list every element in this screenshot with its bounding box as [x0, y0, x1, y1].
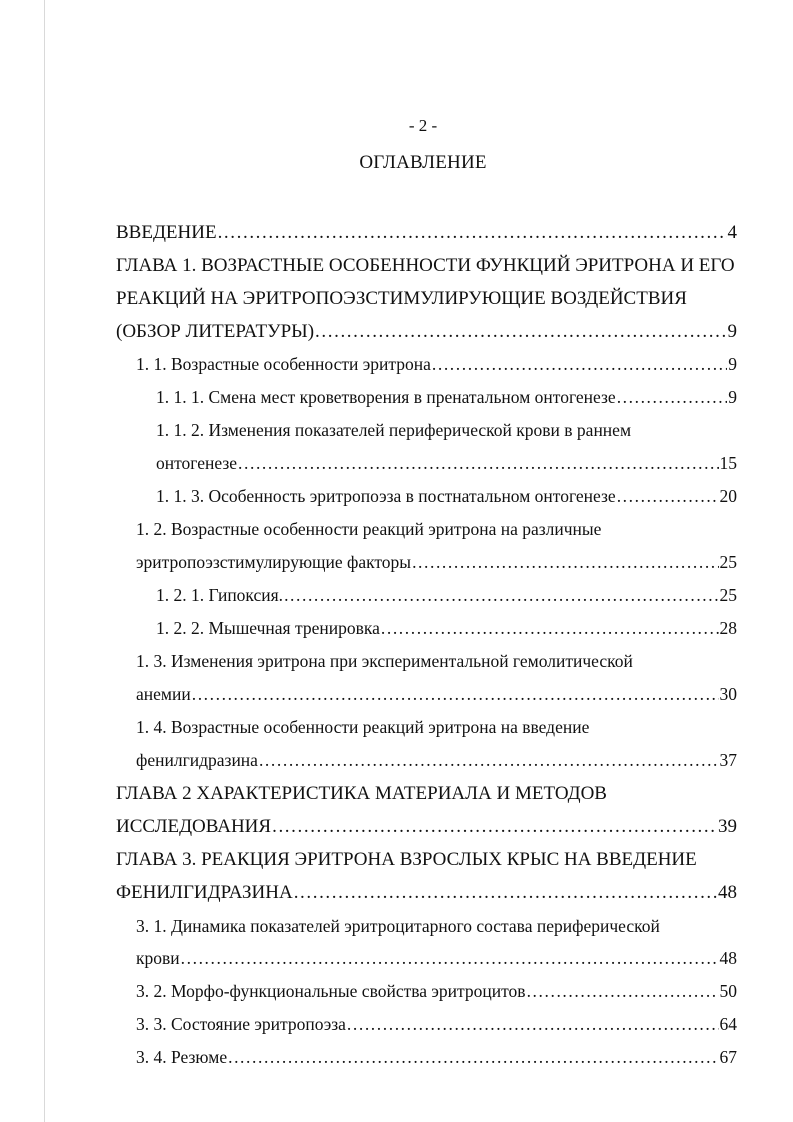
toc-entry-page: 48 — [718, 882, 737, 903]
toc-entry-text: ГЛАВА 3. РЕАКЦИЯ ЭРИТРОНА ВЗРОСЛЫХ КРЫС НА ВВЕДЕНИЕ — [116, 849, 697, 870]
toc-entry-chapter-1-line-1 — [116, 253, 735, 279]
toc-entry-chapter-3-line-1 — [116, 847, 697, 873]
toc-entry-text: ИССЛЕДОВАНИЯ — [116, 816, 272, 837]
dot-leader — [315, 319, 726, 345]
toc-entry-chapter-1-line-3 — [116, 319, 737, 345]
toc-entry-page: 25 — [719, 585, 737, 605]
dot-leader — [381, 615, 719, 641]
toc-entry-page: 39 — [718, 816, 737, 837]
toc-entry-text: 1. 2. 1. Гипоксия. — [156, 585, 284, 605]
toc-entry-3-1-line-1 — [136, 913, 660, 939]
toc-entry-1-2-1 — [156, 582, 737, 608]
toc-entry-text: 1. 1. Возрастные особенности эритрона — [136, 354, 431, 374]
dot-leader — [617, 384, 728, 410]
toc-entry-page: 9 — [728, 354, 737, 374]
toc-entry-text: анемии — [136, 684, 191, 704]
toc-entry-3-2 — [136, 978, 737, 1004]
toc-entry-1-1-2-line-1 — [156, 417, 631, 443]
dot-leader — [617, 483, 719, 509]
toc-entry-chapter-3-line-2 — [116, 880, 737, 906]
dot-leader — [228, 1044, 718, 1070]
toc-entry-3-3 — [136, 1011, 737, 1037]
toc-entry-text: крови — [136, 948, 180, 968]
dot-leader — [218, 220, 727, 246]
dot-leader — [432, 351, 727, 377]
toc-entry-text: 1. 2. Возрастные особенности реакций эритрона на различные — [136, 519, 602, 539]
toc-entry-text: фенилгидразина — [136, 750, 258, 770]
toc-entry-text: 1. 1. 2. Изменения показателей периферической крови в раннем — [156, 420, 632, 440]
page-title: ОГЛАВЛЕНИЕ — [359, 152, 487, 173]
toc-entry-chapter-2-line-1 — [116, 781, 607, 807]
dot-leader — [527, 978, 719, 1004]
toc-entry-page: 64 — [719, 1014, 737, 1034]
toc-entry-text: ГЛАВА 1. ВОЗРАСТНЫЕ ОСОБЕННОСТИ ФУНКЦИЙ ЭРИТРОНА И ЕГО — [116, 255, 735, 276]
toc-entry-3-1-line-2 — [136, 945, 737, 971]
toc-entry-1-1 — [136, 351, 737, 377]
toc-entry-page: 37 — [719, 750, 737, 770]
toc-entry-page: 9 — [727, 321, 737, 342]
toc-entry-page: 50 — [719, 981, 737, 1001]
toc-entry-1-3-line-1 — [136, 648, 633, 674]
toc-entry-chapter-2-line-2 — [116, 814, 737, 840]
toc-entry-text: 3. 1. Динамика показателей эритроцитарного состава периферической — [136, 916, 660, 936]
toc-entry-3-4 — [136, 1044, 737, 1070]
toc-entry-text: РЕАКЦИЙ НА ЭРИТРОПОЭЗСТИМУЛИРУЮЩИЕ ВОЗДЕЙСТВИЯ — [116, 288, 687, 309]
toc-entry-1-4-line-1 — [136, 714, 589, 740]
toc-entry-page: 9 — [728, 387, 737, 407]
toc-entry-text: 1. 1. 3. Особенность эритропоэза в постнатальном онтогенезе — [156, 486, 616, 506]
toc-entry-text: онтогенезе — [156, 453, 238, 473]
toc-entry-page: 4 — [727, 222, 737, 243]
toc-entry-1-2-line-2 — [136, 549, 737, 575]
toc-entry-1-4-line-2 — [136, 747, 737, 773]
toc-entry-1-2-line-1 — [136, 516, 601, 542]
dot-leader — [238, 450, 718, 476]
toc-entry-text: (ОБЗОР ЛИТЕРАТУРЫ) — [116, 321, 315, 342]
dot-leader — [347, 1011, 719, 1037]
toc-entry-1-2-2 — [156, 615, 737, 641]
dot-leader — [192, 681, 719, 707]
toc-entry-1-1-1 — [156, 384, 737, 410]
toc-entry-page: 20 — [719, 486, 737, 506]
toc-entry-text: 3. 2. Морфо-функциональные свойства эритроцитов — [136, 981, 526, 1001]
toc-entry-page: 67 — [719, 1047, 737, 1067]
toc-entry-text: ФЕНИЛГИДРАЗИНА — [116, 882, 293, 903]
toc-entry-chapter-1-line-2 — [116, 286, 687, 312]
toc-entry-page: 30 — [719, 684, 737, 704]
toc-entry-text: 3. 3. Состояние эритропоэза — [136, 1014, 346, 1034]
toc-entry-text: 1. 2. 2. Мышечная тренировка — [156, 618, 380, 638]
toc-entry-page: 15 — [719, 453, 737, 473]
toc-entry-text: ГЛАВА 2 ХАРАКТЕРИСТИКА МАТЕРИАЛА И МЕТОДОВ — [116, 783, 607, 804]
dot-leader — [181, 945, 719, 971]
toc-entry-page: 48 — [719, 948, 737, 968]
dot-leader — [259, 747, 719, 773]
toc-entry-page: 28 — [719, 618, 737, 638]
dot-leader — [272, 814, 717, 840]
toc-entry-text: 1. 4. Возрастные особенности реакций эритрона на введение — [136, 717, 590, 737]
toc-entry-text: 3. 4. Резюме — [136, 1047, 228, 1067]
toc-entry-introduction — [116, 220, 737, 246]
page-number: - 2 - — [408, 116, 438, 135]
toc-entry-1-3-line-2 — [136, 681, 737, 707]
dot-leader — [412, 549, 718, 575]
toc-entry-text: ВВЕДЕНИЕ — [116, 222, 217, 243]
toc-entry-text: 1. 3. Изменения эритрона при экспериментальной гемолитической — [136, 651, 633, 671]
toc-entry-1-1-3 — [156, 483, 737, 509]
dot-leader — [284, 582, 718, 608]
toc-entry-text: эритропоэзстимулирующие факторы — [136, 552, 412, 572]
toc-entry-page: 25 — [719, 552, 737, 572]
toc-entry-1-1-2-line-2 — [156, 450, 737, 476]
dot-leader — [294, 880, 717, 906]
toc-entry-text: 1. 1. 1. Смена мест кроветворения в пренатальном онтогенезе — [156, 387, 616, 407]
